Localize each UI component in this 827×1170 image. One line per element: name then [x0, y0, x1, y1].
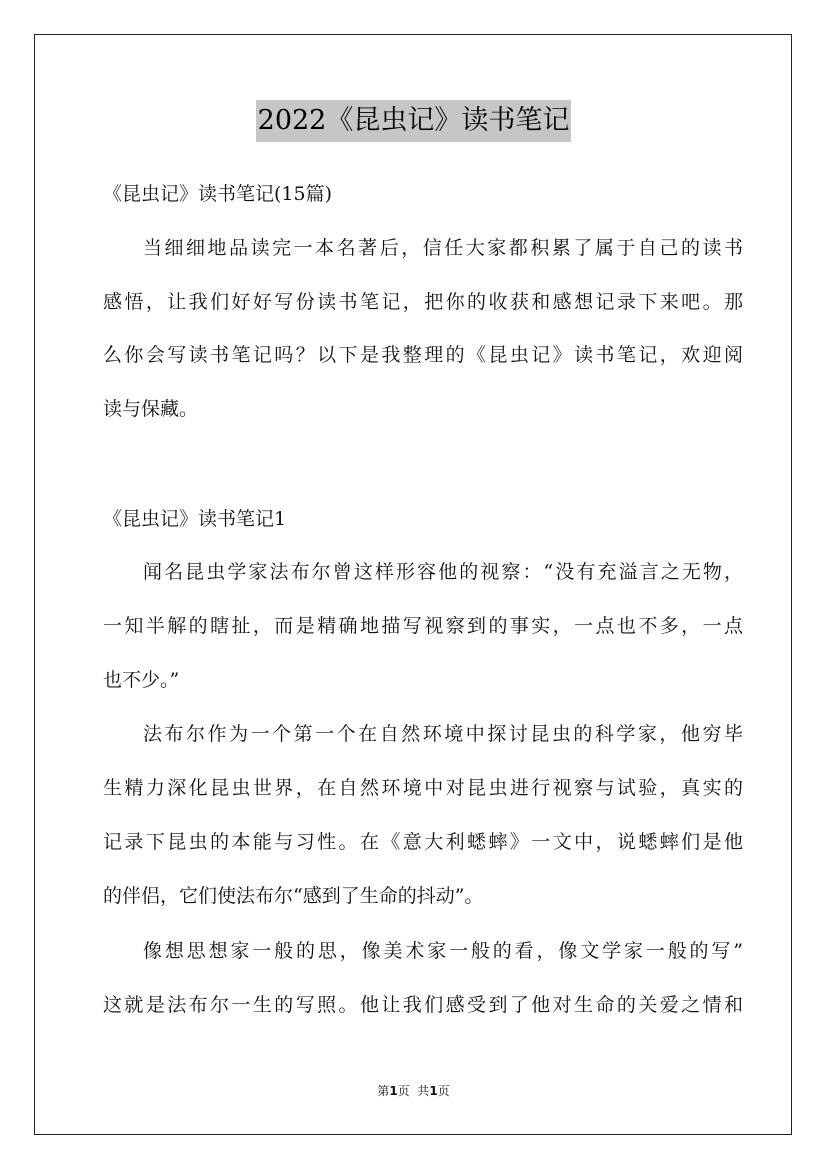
paragraph-line: 像想思想家一般的思，像美术家一般的看，像文学家一般的写” — [143, 940, 743, 962]
paragraph-line: 这就是法布尔一生的写照。他让我们感受到了他对生命的关爱之情和 — [103, 994, 743, 1016]
document-title: 2022《昆虫记》读书笔记 — [256, 100, 572, 142]
paragraph-line: 法布尔作为一个第一个在自然环境中探讨昆虫的科学家，他穷毕 — [143, 723, 743, 745]
footer-suffix: 页 — [437, 1084, 450, 1098]
intro-line: 感悟，让我们好好写份读书笔记，把你的收获和感想记录下来吧。那 — [103, 291, 743, 313]
title-container — [0, 100, 827, 142]
intro-line: 当细细地品读完一本名著后，信任大家都积累了属于自己的读书 — [143, 237, 743, 259]
paragraph-line: 生精力深化昆虫世界，在自然环境中对昆虫进行视察与试验，真实的 — [103, 777, 743, 799]
section-heading: 《昆虫记》读书笔记1 — [103, 508, 287, 530]
page-footer — [0, 1082, 827, 1099]
paragraph-line: 一知半解的瞎扯，而是精确地描写视察到的事实，一点也不多，一点 — [103, 615, 743, 637]
footer-page-number: 1 — [389, 1084, 398, 1098]
paragraph-line: 闻名昆虫学家法布尔曾这样形容他的视察：“没有充溢言之无物， — [143, 561, 743, 583]
footer-total-pages: 1 — [429, 1084, 438, 1098]
paragraph-line: 也不少。” — [103, 669, 180, 691]
intro-line: 读与保藏。 — [103, 398, 199, 420]
paragraph-line: 的伴侣，它们使法布尔“感到了生命的抖动”。 — [103, 885, 484, 907]
intro-line: 么你会写读书笔记吗？以下是我整理的《昆虫记》读书笔记，欢迎阅 — [103, 344, 743, 366]
footer-mid: 页 共 — [397, 1084, 430, 1098]
footer-prefix: 第 — [377, 1084, 390, 1098]
subtitle: 《昆虫记》读书笔记(15篇) — [103, 183, 333, 205]
paragraph-line: 记录下昆虫的本能与习性。在《意大利蟋蟀》一文中，说蟋蟀们是他 — [103, 831, 743, 853]
